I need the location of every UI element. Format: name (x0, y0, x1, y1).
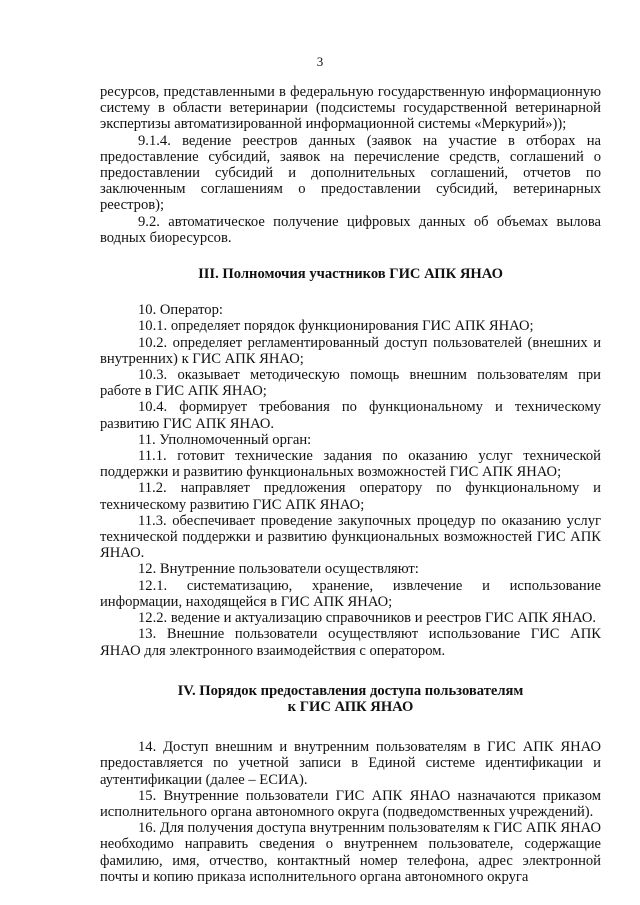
paragraph-11-2: 11.2. направляет предложения оператору по функциональному и техническому развитию ГИС АПК ЯНАО; (100, 480, 601, 513)
paragraph-15: 15. Внутренние пользователи ГИС АПК ЯНАО назначаются приказом исполнительного органа автономного округа (подведомственных учреждений). (100, 787, 601, 820)
paragraph-10-2: 10.2. определяет регламентированный доступ пользователей (внешних и внутренних) к ГИС АПК ЯНАО; (100, 334, 601, 367)
section-4-heading-line-1: IV. Порядок предоставления доступа пользователям (177, 682, 524, 699)
page-number: 3 (316, 54, 324, 69)
paragraph-10-1: 10.1. определяет порядок функционирования ГИС АПК ЯНАО; (138, 318, 534, 335)
paragraph-12-2: 12.2. ведение и актуализацию справочников и реестров ГИС АПК ЯНАО. (138, 610, 597, 627)
paragraph-10-4: 10.4. формирует требования по функциональному и техническому развитию ГИС АПК ЯНАО. (100, 399, 601, 432)
paragraph-11-1: 11.1. готовит технические задания по оказанию услуг технической поддержки и развитию функциональных возможностей ГИС АПК ЯНАО; (100, 448, 601, 481)
document-body (100, 84, 601, 885)
section-4-heading-line-2: к ГИС АПК ЯНАО (287, 698, 414, 715)
paragraph-16: 16. Для получения доступа внутренним пользователям к ГИС АПК ЯНАО необходимо направить сведения о внутреннем пользователе, содержащие фамилию, имя, отчество, контактный номер телефона, адрес электронной почты и копию приказа исполнительного органа автономного округа (100, 820, 601, 885)
paragraph-12: 12. Внутренние пользователи осуществляют: (138, 561, 419, 578)
paragraph-9-2: 9.2. автоматическое получение цифровых данных об объемах вылова водных биоресурсов. (100, 213, 601, 246)
paragraph-11: 11. Уполномоченный орган: (138, 431, 312, 448)
paragraph-14: 14. Доступ внешним и внутренним пользователям в ГИС АПК ЯНАО предоставляется по учетной записи в Единой системе идентификации и аутентификации (далее – ЕСИА). (100, 739, 601, 788)
paragraph-10: 10. Оператор: (138, 302, 223, 319)
paragraph-11-3: 11.3. обеспечивает проведение закупочных процедур по оказанию услуг технической поддержки и развитию функциональных возможностей ГИС АПК ЯНАО. (100, 512, 601, 562)
paragraph-13: 13. Внешние пользователи осуществляют использование ГИС АПК ЯНАО для электронного взаимодействия с оператором. (100, 626, 601, 659)
paragraph-9-1-4: 9.1.4. ведение реестров данных (заявок на участие в отборах на предоставление субсидий, заявок на перечисление средств, соглашений о предоставлении субсидий и дополнительных соглашений, отчетов по заключенным соглашениям о предоставлении субсидий, ветеринарных реестров); (100, 132, 601, 214)
paragraph-continuation: ресурсов, представленными в федеральную государственную информационную систему в области ветеринарии (подсистемы государственной ветеринарной экспертизы автоматизированной информационной системы «Меркурий»)); (100, 84, 601, 133)
section-3-heading: III. Полномочия участников ГИС АПК ЯНАО (198, 266, 503, 283)
paragraph-10-3: 10.3. оказывает методическую помощь внешним пользователям при работе в ГИС АПК ЯНАО; (100, 367, 601, 400)
paragraph-12-1: 12.1. систематизацию, хранение, извлечение и использование информации, находящейся в ГИС АПК ЯНАО; (100, 577, 601, 610)
